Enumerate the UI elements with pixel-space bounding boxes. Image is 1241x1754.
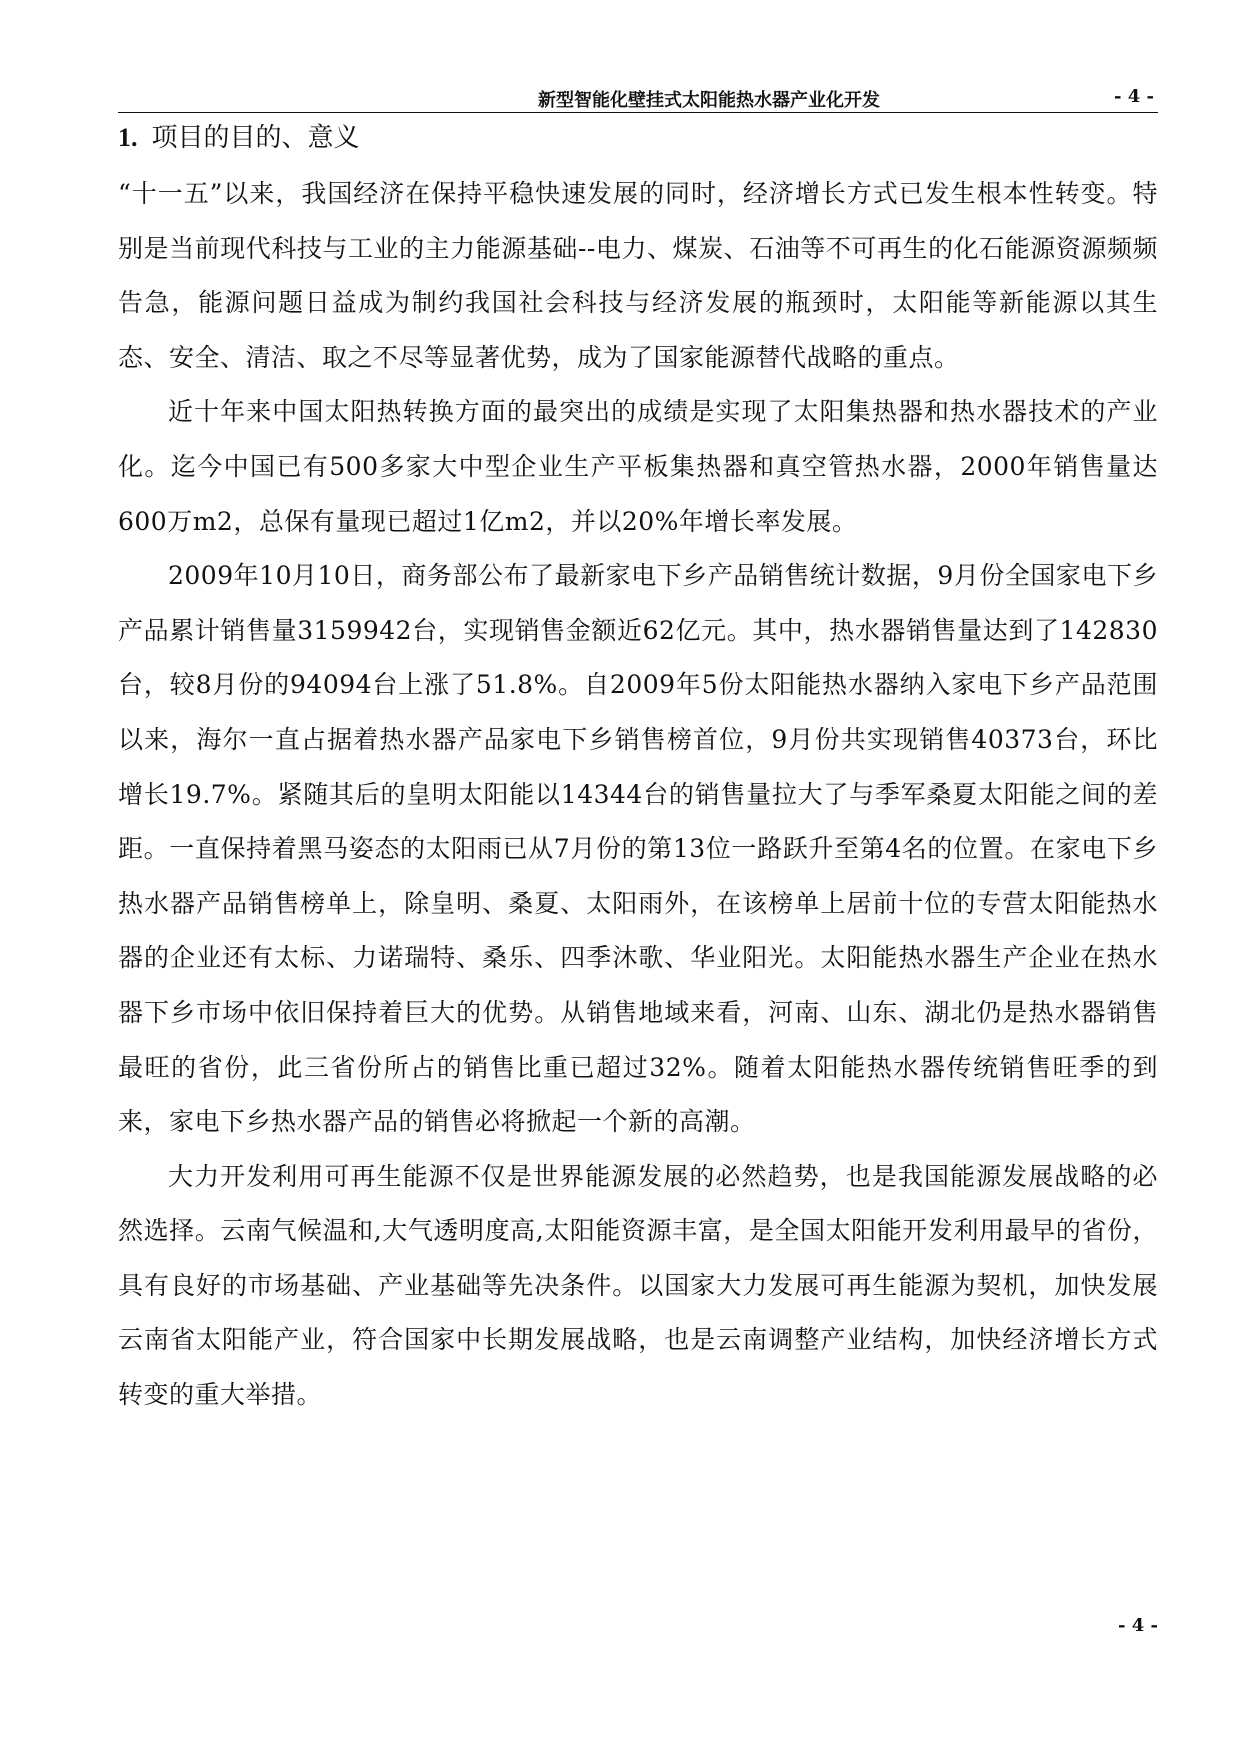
paragraph-yunnan: 大力开发利用可再生能源不仅是世界能源发展的必然趋势，也是我国能源发展战略的必然选择。云南气候温和,大气透明度高,太阳能资源丰富，是全国太阳能开发利用最早的省份，具有良好的市场基础、产业基础等先决条件。以国家大力发展可再生能源为契机，加快发展云南省太阳能产业，符合国家中长期发展战略，也是云南调整产业结构，加快经济增长方式转变的重大举措。 <box>118 1161 1158 1410</box>
body-text <box>118 167 1158 1423</box>
paragraph-intro: “十一五”以来，我国经济在保持平稳快速发展的同时，经济增长方式已发生根本性转变。特别是当前现代科技与工业的主力能源基础--电力、煤炭、石油等不可再生的化石能源资源频频告急，能源问题日益成为制约我国社会科技与经济发展的瓶颈时，太阳能等新能源以其生态、安全、清洁、取之不尽等显著优势，成为了国家能源替代战略的重点。 <box>118 179 1158 372</box>
section-number: 1. <box>118 123 138 152</box>
header-page-number: - 4 - <box>1114 86 1154 107</box>
footer-page-number: - 4 - <box>1118 1615 1158 1636</box>
paragraph-industry: 近十年来中国太阳热转换方面的最突出的成绩是实现了太阳集热器和热水器技术的产业化。迄今中国已有500多家大中型企业生产平板集热器和真空管热水器，2000年销售量达600万m2，总保有量现已超过1亿m2，并以20%年增长率发展。 <box>118 397 1158 536</box>
section-title: 项目的目的、意义 <box>151 123 360 153</box>
paragraph-sales: 2009年10月10日，商务部公布了最新家电下乡产品销售统计数据，9月份全国家电下乡产品累计销售量3159942台，实现销售金额近62亿元。其中，热水器销售量达到了142830台，较8月份的94094台上涨了51.8%。自2009年5份太阳能热水器纳入家电下乡产品范围以来，海尔一直占据着热水器产品家电下乡销售榜首位，9月份共实现销售40373台，环比增长19.7%。紧随其后的皇明太阳能以14344台的销售量拉大了与季军桑夏太阳能之间的差距。一直保持着黑马姿态的太阳雨已从7月份的第13位一路跃升至第4名的位置。在家电下乡热水器产品销售榜单上，除皇明、桑夏、太阳雨外，在该榜单上居前十位的专营太阳能热水器的企业还有太标、力诺瑞特、桑乐、四季沐歌、华业阳光。太阳能热水器生产企业在热水器下乡市场中依旧保持着巨大的优势。从销售地域来看，河南、山东、湖北仍是热水器销售最旺的省份，此三省份所占的销售比重已超过32%。随着太阳能热水器传统销售旺季的到来，家电下乡热水器产品的销售必将掀起一个新的高潮。 <box>118 561 1158 1137</box>
document-title: 新型智能化壁挂式太阳能热水器产业化开发 <box>538 90 880 111</box>
page-header <box>118 82 1158 113</box>
section-heading <box>118 117 360 154</box>
